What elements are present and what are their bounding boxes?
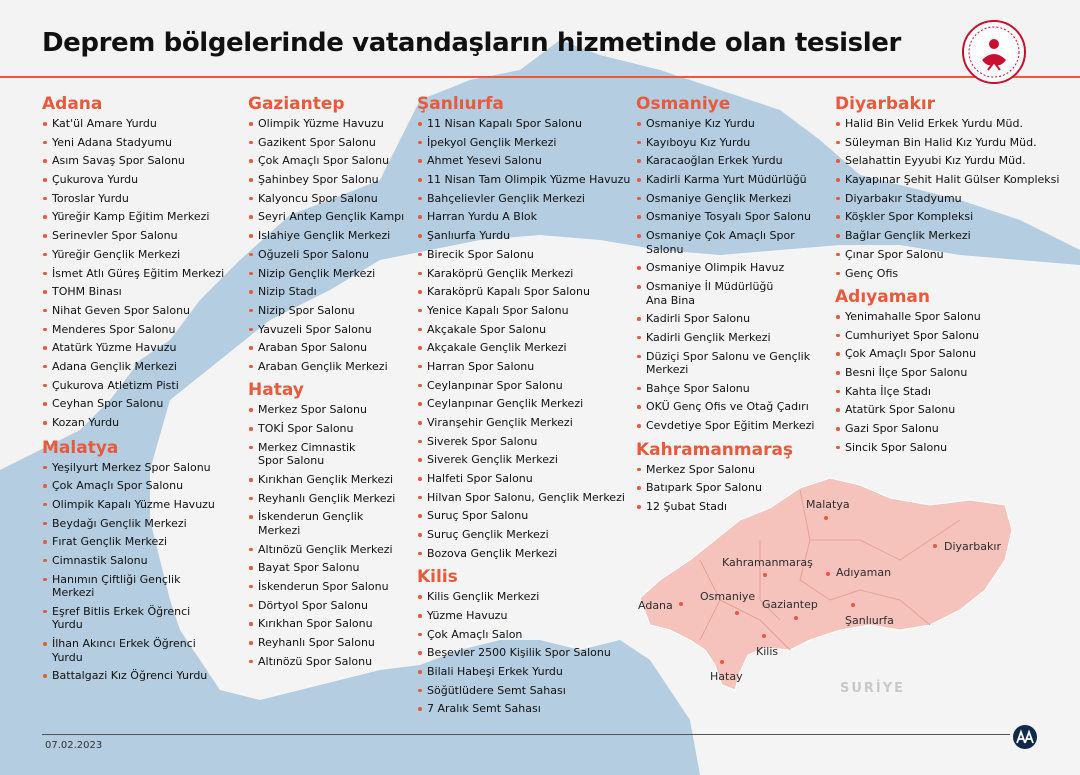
facility-list-gaziantep	[248, 117, 408, 373]
list-item: Bahçe Spor Salonu	[636, 382, 816, 396]
list-item: Cevdetiye Spor Eğitim Merkezi	[636, 419, 816, 433]
list-item: Olimpik Kapalı Yüzme Havuzu	[42, 498, 237, 512]
list-item: Halfeti Spor Salonu	[417, 472, 627, 486]
list-item: Oğuzeli Spor Salonu	[248, 248, 408, 262]
list-item: Çukurova Yurdu	[42, 173, 237, 187]
list-item: Nizip Spor Salonu	[248, 304, 408, 318]
list-item: Beydağı Gençlik Merkezi	[42, 517, 237, 531]
list-item: Altınözü Gençlik Merkezi	[248, 543, 408, 557]
list-item: 11 Nisan Kapalı Spor Salonu	[417, 117, 627, 131]
facility-list-kilis	[417, 590, 627, 716]
list-item: Karaköprü Kapalı Spor Salonu	[417, 285, 627, 299]
list-item: Çınar Spor Salonu	[835, 248, 1075, 262]
section-kilis	[417, 567, 627, 716]
list-item: Islahiye Gençlik Merkezi	[248, 229, 408, 243]
list-item: Osmaniye Tosyalı Spor Salonu	[636, 210, 816, 224]
list-item: Yüreğir Kamp Eğitim Merkezi	[42, 210, 237, 224]
list-item: TOKİ Spor Salonu	[248, 422, 408, 436]
list-item: Bozova Gençlik Merkezi	[417, 547, 627, 561]
section-heading-kilis: Kilis	[417, 567, 458, 588]
list-item: Siverek Spor Salonu	[417, 435, 627, 449]
facility-list-kahramanmaras	[636, 463, 816, 514]
list-item: Birecik Spor Salonu	[417, 248, 627, 262]
list-item: Yüreğir Gençlik Merkezi	[42, 248, 237, 262]
list-item: Kırıkhan Spor Salonu	[248, 617, 408, 631]
footer-divider	[42, 734, 1010, 735]
list-item: Söğütlüdere Semt Sahası	[417, 684, 627, 698]
column-5	[835, 94, 1075, 460]
section-heading-adana: Adana	[42, 94, 103, 114]
map-label-adana: Adana	[638, 599, 673, 612]
list-item: İpekyol Gençlik Merkezi	[417, 136, 627, 150]
section-gaziantep	[248, 94, 408, 373]
list-item: Sincik Spor Salonu	[835, 441, 1075, 455]
publish-date: 07.02.2023	[45, 740, 103, 751]
list-item: İlhan Akıncı Erkek Öğrenci Yurdu	[42, 637, 202, 664]
list-item: Ceyhan Spor Salonu	[42, 397, 237, 411]
column-1	[42, 94, 237, 688]
list-item: Halid Bin Velid Erkek Yurdu Müd.	[835, 117, 1075, 131]
list-item: Hanımın Çiftliği Gençlik Merkezi	[42, 573, 192, 600]
facility-list-hatay	[248, 403, 408, 668]
section-heading-osmaniye: Osmaniye	[636, 94, 731, 114]
list-item: Menderes Spor Salonu	[42, 323, 237, 337]
list-item: Kadirli Gençlik Merkezi	[636, 331, 816, 345]
list-item: Kayapınar Şehit Halit Gülser Kompleksi	[835, 173, 1075, 187]
list-item: Ceylanpınar Gençlik Merkezi	[417, 397, 627, 411]
section-heading-sanliurfa: Şanlıurfa	[417, 94, 504, 114]
section-diyarbakir	[835, 94, 1075, 280]
list-item: Nizip Gençlik Merkezi	[248, 267, 408, 281]
map-label-kahramanmaras: Kahramanmaraş	[722, 556, 813, 569]
facility-list-sanliurfa	[417, 117, 631, 560]
ministry-emblem-icon	[960, 18, 1028, 86]
list-item: Akçakale Spor Salonu	[417, 323, 627, 337]
list-item: İsmet Atlı Güreş Eğitim Merkezi	[42, 267, 237, 281]
list-item: Merkez Cimnastik Spor Salonu	[248, 441, 383, 468]
list-item: Harran Yurdu A Blok	[417, 210, 627, 224]
section-malatya	[42, 438, 237, 683]
list-item: Harran Spor Salonu	[417, 360, 627, 374]
list-item: Osmaniye Gençlik Merkezi	[636, 192, 816, 206]
list-item: Bilali Habeşi Erkek Yurdu	[417, 665, 627, 679]
list-item: OKÜ Genç Ofis ve Otağ Çadırı	[636, 400, 816, 414]
section-sanliurfa	[417, 94, 631, 560]
list-item: Cimnastik Salonu	[42, 554, 237, 568]
list-item: TOHM Binası	[42, 285, 237, 299]
list-item: Cumhuriyet Spor Salonu	[835, 329, 1075, 343]
list-item: Karacaoğlan Erkek Yurdu	[636, 154, 816, 168]
list-item: Nizip Stadı	[248, 285, 408, 299]
list-item: Gazi Spor Salonu	[835, 422, 1075, 436]
list-item: Atatürk Spor Salonu	[835, 403, 1075, 417]
section-osmaniye	[636, 94, 816, 433]
list-item: Serinevler Spor Salonu	[42, 229, 237, 243]
list-item: Suruç Gençlik Merkezi	[417, 528, 627, 542]
list-item: Adana Gençlik Merkezi	[42, 360, 237, 374]
list-item: Kadirli Spor Salonu	[636, 312, 816, 326]
list-item: Bayat Spor Salonu	[248, 561, 408, 575]
list-item: Atatürk Yüzme Havuzu	[42, 341, 237, 355]
list-item: Battalgazi Kız Öğrenci Yurdu	[42, 669, 237, 683]
list-item: Çok Amaçlı Spor Salonu	[835, 347, 1075, 361]
facility-list-osmaniye	[636, 117, 816, 433]
list-item: Kilis Gençlik Merkezi	[417, 590, 627, 604]
list-item: Kozan Yurdu	[42, 416, 237, 430]
list-item: Genç Ofis	[835, 267, 1075, 281]
section-heading-diyarbakir: Diyarbakır	[835, 94, 936, 114]
list-item: 7 Aralık Semt Sahası	[417, 702, 627, 716]
list-item: Yeni Adana Stadyumu	[42, 136, 237, 150]
list-item: Çok Amaçlı Spor Salonu	[248, 154, 408, 168]
list-item: Suruç Spor Salonu	[417, 509, 627, 523]
column-4	[636, 94, 816, 519]
list-item: 11 Nisan Tam Olimpik Yüzme Havuzu	[417, 173, 627, 187]
list-item: Çok Amaçlı Salon	[417, 628, 627, 642]
list-item: Bahçelievler Gençlik Merkezi	[417, 192, 627, 206]
column-3	[417, 94, 631, 721]
header-divider	[0, 76, 1080, 78]
list-item: Toroslar Yurdu	[42, 192, 237, 206]
section-hatay	[248, 380, 408, 668]
list-item: Şahinbey Spor Salonu	[248, 173, 408, 187]
list-item: Araban Spor Salonu	[248, 341, 408, 355]
list-item: Yavuzeli Spor Salonu	[248, 323, 408, 337]
map-label-gaziantep: Gaziantep	[762, 598, 818, 611]
list-item: Karaköprü Gençlik Merkezi	[417, 267, 627, 281]
list-item: Düziçi Spor Salonu ve Gençlik Merkezi	[636, 350, 811, 377]
list-item: Araban Gençlik Merkezi	[248, 360, 408, 374]
map-label-osmaniye: Osmaniye	[700, 590, 756, 603]
list-item: Yeşilyurt Merkez Spor Salonu	[42, 461, 237, 475]
map-label-syria: SURİYE	[840, 681, 906, 696]
list-item: Kadirli Karma Yurt Müdürlüğü	[636, 173, 816, 187]
header	[0, 0, 1080, 78]
list-item: Altınözü Spor Salonu	[248, 655, 408, 669]
list-item: Beşevler 2500 Kişilik Spor Salonu	[417, 646, 627, 660]
facility-list-diyarbakir	[835, 117, 1075, 280]
list-item: Dörtyol Spor Salonu	[248, 599, 408, 613]
list-item: Köşkler Spor Kompleksi	[835, 210, 1075, 224]
facility-list-adana	[42, 117, 237, 430]
list-item: Şanlıurfa Yurdu	[417, 229, 627, 243]
list-item: Yenimahalle Spor Salonu	[835, 310, 1075, 324]
list-item: Süleyman Bin Halid Kız Yurdu Müd.	[835, 136, 1075, 150]
map-label-diyarbakir: Diyarbakır	[944, 540, 1001, 553]
facility-list-adiyaman	[835, 310, 1075, 454]
list-item: Reyhanlı Gençlik Merkezi	[248, 492, 408, 506]
list-item: İskenderun Spor Salonu	[248, 580, 408, 594]
map-label-hatay: Hatay	[710, 670, 743, 683]
list-item: Kayıboyu Kız Yurdu	[636, 136, 816, 150]
list-item: Çok Amaçlı Spor Salonu	[42, 479, 237, 493]
section-adana	[42, 94, 237, 430]
list-item: Osmaniye Kız Yurdu	[636, 117, 816, 131]
map-label-kilis: Kilis	[756, 645, 779, 658]
list-item: Osmaniye İl Müdürlüğü Ana Bina	[636, 280, 796, 307]
list-item: Eşref Bitlis Erkek Öğrenci Yurdu	[42, 605, 197, 632]
list-item: Çukurova Atletizm Pisti	[42, 379, 237, 393]
list-item: Gazikent Spor Salonu	[248, 136, 408, 150]
list-item: Reyhanlı Spor Salonu	[248, 636, 408, 650]
section-heading-kahramanmaras: Kahramanmaraş	[636, 439, 794, 460]
list-item: Diyarbakır Stadyumu	[835, 192, 1075, 206]
list-item: Bağlar Gençlik Merkezi	[835, 229, 1075, 243]
page-title: Deprem bölgelerinde vatandaşların hizmetinde olan tesisler	[42, 28, 901, 58]
list-item: Kırıkhan Gençlik Merkezi	[248, 473, 408, 487]
aa-logo-icon	[1012, 724, 1038, 750]
list-item: Yenice Kapalı Spor Salonu	[417, 304, 627, 318]
facility-list-malatya	[42, 461, 237, 683]
list-item: Olimpik Yüzme Havuzu	[248, 117, 408, 131]
list-item: Kat'ül Amare Yurdu	[42, 117, 237, 131]
list-item: Ahmet Yesevi Salonu	[417, 154, 627, 168]
list-item: Selahattin Eyyubi Kız Yurdu Müd.	[835, 154, 1075, 168]
list-item: Asım Savaş Spor Salonu	[42, 154, 237, 168]
list-item: Fırat Gençlik Merkezi	[42, 535, 237, 549]
section-kahramanmaras	[636, 440, 816, 514]
list-item: Batıpark Spor Salonu	[636, 481, 816, 495]
map-label-adiyaman: Adıyaman	[836, 566, 892, 579]
section-heading-hatay: Hatay	[248, 380, 304, 401]
list-item: Nihat Geven Spor Salonu	[42, 304, 237, 318]
list-item: Hilvan Spor Salonu, Gençlik Merkezi	[417, 491, 627, 505]
list-item: Merkez Spor Salonu	[248, 403, 408, 417]
map-label-malatya: Malatya	[806, 498, 850, 511]
list-item: İskenderun Gençlik Merkezi	[248, 510, 378, 537]
list-item: Osmaniye Olimpik Havuz	[636, 261, 816, 275]
section-adiyaman	[835, 287, 1075, 454]
list-item: Akçakale Gençlik Merkezi	[417, 341, 627, 355]
list-item: Merkez Spor Salonu	[636, 463, 816, 477]
list-item: Yüzme Havuzu	[417, 609, 627, 623]
list-item: 12 Şubat Stadı	[636, 500, 816, 514]
section-heading-malatya: Malatya	[42, 437, 119, 458]
column-2	[248, 94, 408, 673]
list-item: Siverek Gençlik Merkezi	[417, 453, 627, 467]
list-item: Viranşehir Gençlik Merkezi	[417, 416, 627, 430]
section-heading-gaziantep: Gaziantep	[248, 94, 345, 114]
list-item: Kalyoncu Spor Salonu	[248, 192, 408, 206]
list-item: Seyri Antep Gençlik Kampı	[248, 210, 408, 224]
list-item: Osmaniye Çok Amaçlı Spor Salonu	[636, 229, 796, 256]
section-heading-adiyaman: Adıyaman	[835, 287, 930, 307]
list-item: Besni İlçe Spor Salonu	[835, 366, 1075, 380]
list-item: Kahta İlçe Stadı	[835, 385, 1075, 399]
list-item: Ceylanpınar Spor Salonu	[417, 379, 627, 393]
map-label-sanliurfa: Şanlıurfa	[845, 614, 894, 627]
